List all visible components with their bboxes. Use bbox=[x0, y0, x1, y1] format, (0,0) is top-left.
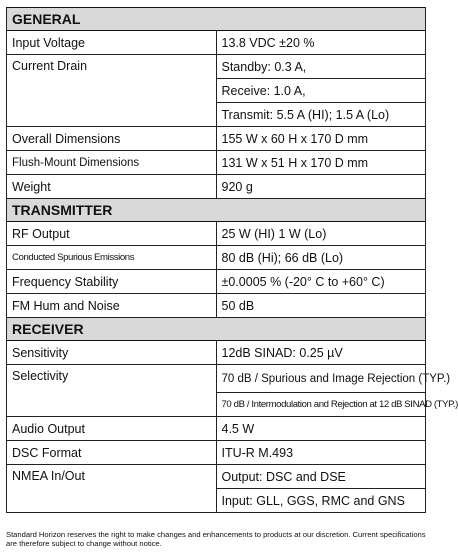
spec-value: 50 dB bbox=[216, 294, 426, 318]
footnote: Standard Horizon reserves the right to make changes and enhancements to products at our discretion. Current specifications are therefore subject to change without notice. bbox=[6, 530, 426, 549]
spec-label: NMEA In/Out bbox=[7, 465, 217, 513]
spec-row-frequency-stability bbox=[7, 270, 426, 294]
spec-row-dsc-format bbox=[7, 441, 426, 465]
section-title: GENERAL bbox=[7, 8, 426, 31]
spec-label: Flush-Mount Dimensions bbox=[7, 151, 217, 175]
spec-label: Overall Dimensions bbox=[7, 127, 217, 151]
spec-value: Output: DSC and DSE bbox=[216, 465, 426, 489]
spec-value: ±0.0005 % (-20° C to +60° C) bbox=[216, 270, 426, 294]
spec-value: Transmit: 5.5 A (HI); 1.5 A (Lo) bbox=[216, 103, 426, 127]
spec-row-selectivity bbox=[7, 365, 426, 393]
spec-value: 131 W x 51 H x 170 D mm bbox=[216, 151, 426, 175]
spec-row-flush-mount-dimensions bbox=[7, 151, 426, 175]
spec-row-conducted-spurious-emissions bbox=[7, 246, 426, 270]
spec-row-overall-dimensions bbox=[7, 127, 426, 151]
section-header-transmitter bbox=[7, 199, 426, 222]
spec-row-rf-output bbox=[7, 222, 426, 246]
spec-row-current-drain bbox=[7, 55, 426, 79]
spec-label: RF Output bbox=[7, 222, 217, 246]
spec-label: DSC Format bbox=[7, 441, 217, 465]
spec-value: Receive: 1.0 A, bbox=[216, 79, 426, 103]
spec-value: 70 dB / Intermodulation and Rejection at 12 dB SINAD (TYP.) bbox=[216, 393, 426, 417]
spec-row-audio-output bbox=[7, 417, 426, 441]
spec-row-sensitivity bbox=[7, 341, 426, 365]
spec-value: 12dB SINAD: 0.25 µV bbox=[216, 341, 426, 365]
spec-value: ITU-R M.493 bbox=[216, 441, 426, 465]
spec-value: 25 W (HI) 1 W (Lo) bbox=[216, 222, 426, 246]
spec-label: Input Voltage bbox=[7, 31, 217, 55]
spec-value: 80 dB (Hi); 66 dB (Lo) bbox=[216, 246, 426, 270]
spec-label: Weight bbox=[7, 175, 217, 199]
section-title: RECEIVER bbox=[7, 318, 426, 341]
spec-label: Current Drain bbox=[7, 55, 217, 127]
spec-value: Input: GLL, GGS, RMC and GNS bbox=[216, 489, 426, 513]
spec-label: FM Hum and Noise bbox=[7, 294, 217, 318]
section-header-receiver bbox=[7, 318, 426, 341]
spec-row-fm-hum-and-noise bbox=[7, 294, 426, 318]
spec-label: Audio Output bbox=[7, 417, 217, 441]
spec-label: Selectivity bbox=[7, 365, 217, 417]
spec-value: 155 W x 60 H x 170 D mm bbox=[216, 127, 426, 151]
section-header-general bbox=[7, 8, 426, 31]
section-title: TRANSMITTER bbox=[7, 199, 426, 222]
spec-value: 13.8 VDC ±20 % bbox=[216, 31, 426, 55]
spec-label: Frequency Stability bbox=[7, 270, 217, 294]
spec-table bbox=[6, 7, 458, 513]
spec-value: 920 g bbox=[216, 175, 426, 199]
spec-row-input-voltage bbox=[7, 31, 426, 55]
spec-value: 4.5 W bbox=[216, 417, 426, 441]
spec-label: Conducted Spurious Emissions bbox=[7, 246, 217, 270]
spec-value: 70 dB / Spurious and Image Rejection (TYP.) bbox=[216, 365, 426, 393]
spec-label: Sensitivity bbox=[7, 341, 217, 365]
spec-row-nmea-in-out bbox=[7, 465, 426, 489]
spec-row-weight bbox=[7, 175, 426, 199]
spec-value: Standby: 0.3 A, bbox=[216, 55, 426, 79]
